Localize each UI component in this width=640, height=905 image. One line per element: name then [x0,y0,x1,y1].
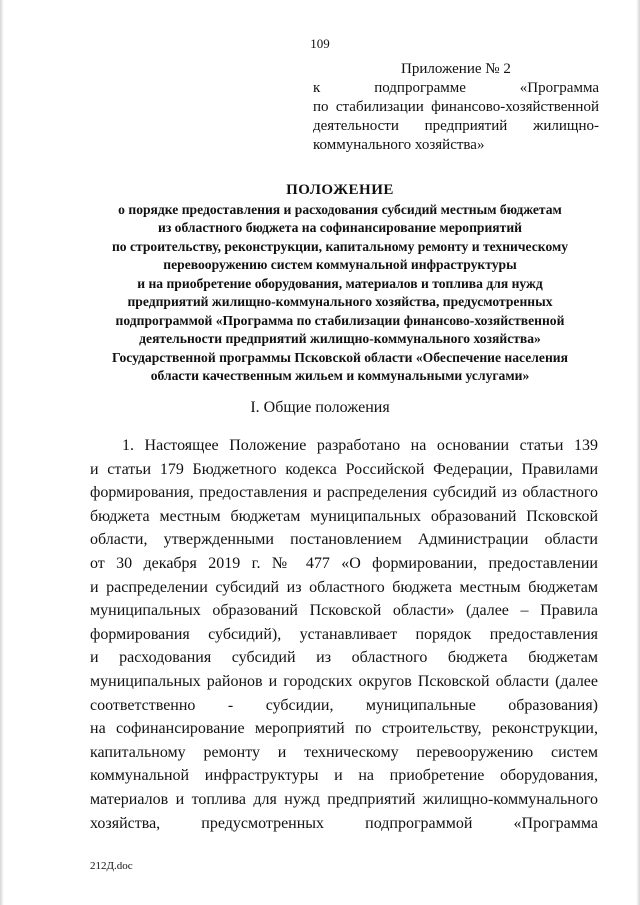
body-line: соответственно - субсидии, муниципальные образования) [90,696,598,714]
body-line: капитальному ремонту и техническому перевооружению систем [90,743,598,761]
appendix-title: Приложение № 2 [401,61,511,77]
appendix-line: деятельности предприятий жилищно- [313,118,599,134]
body-line: хозяйства, предусмотренных подпрограммой «Программа [90,814,598,832]
heading-line: о порядке предоставления и расходования субсидий местным бюджетам [118,201,562,217]
page-number: 109 [310,36,330,51]
body-line: и распределении субсидий из областного бюджета местным бюджетам [90,578,598,596]
body-paragraph [90,434,598,835]
body-line: муниципальных образований Псковской области» (далее – Правила [90,602,598,620]
appendix-block [313,60,599,155]
appendix-line: к подпрограмме «Программа [313,80,599,96]
file-name-footer: 212Д.doc [90,860,133,872]
section-title: I. Общие положения [250,399,390,416]
heading-title: ПОЛОЖЕНИЕ [286,182,394,198]
body-line: формирования, предоставления и распределения субсидий из областного [90,484,598,502]
body-line: формирования субсидий), устанавливает порядок предоставления [90,625,598,643]
scan-edge-left [0,0,4,905]
appendix-line: по стабилизации финансово-хозяйственной [313,99,599,115]
document-heading [70,181,610,386]
body-line: бюджета местным бюджетам муниципальных образований Псковской [90,507,598,525]
heading-line: из областного бюджета на софинансирование мероприятий [157,220,523,235]
heading-line: перевооружению систем коммунальной инфраструктуры [163,257,517,272]
heading-line: деятельности предприятий жилищно-коммунального хозяйства» [139,331,541,346]
body-line: на софинансирование мероприятий по строительству, реконструкции, [90,720,598,738]
body-line: и расходования субсидий из областного бюджета бюджетам [90,649,598,667]
body-line: материалов и топлива для нужд предприятий жилищно-коммунального [90,790,598,808]
body-line: коммунальной инфраструктуры и на приобретение оборудования, [90,767,598,785]
heading-line: подпрограммой «Программа по стабилизации финансово-хозяйственной [115,312,565,328]
body-line: муниципальных районов и городских округов Псковской области (далее [90,672,598,690]
heading-line: Государственной программы Псковской области «Обеспечение населения [112,349,568,365]
heading-line: по строительству, реконструкции, капитальному ремонту и техническому [111,238,569,254]
body-line: 1. Настоящее Положение разработано на основании статьи 139 [122,437,598,454]
body-line: и статьи 179 Бюджетного кодекса Российской Федерации, Правилами [90,460,598,478]
heading-line: и на приобретение оборудования, материалов и топлива для нужд [137,275,543,291]
body-line: области, утвержденными постановлением Администрации области [90,531,598,549]
heading-line: предприятий жилищно-коммунального хозяйства, предусмотренных [127,294,553,309]
body-line: от 30 декабря 2019 г. № 477 «О формировании, предоставлении [90,554,598,572]
heading-line: области качественным жильем и коммунальными услугами» [150,368,530,383]
appendix-line: коммунального хозяйства» [313,137,485,153]
scan-edge-right [636,0,640,905]
